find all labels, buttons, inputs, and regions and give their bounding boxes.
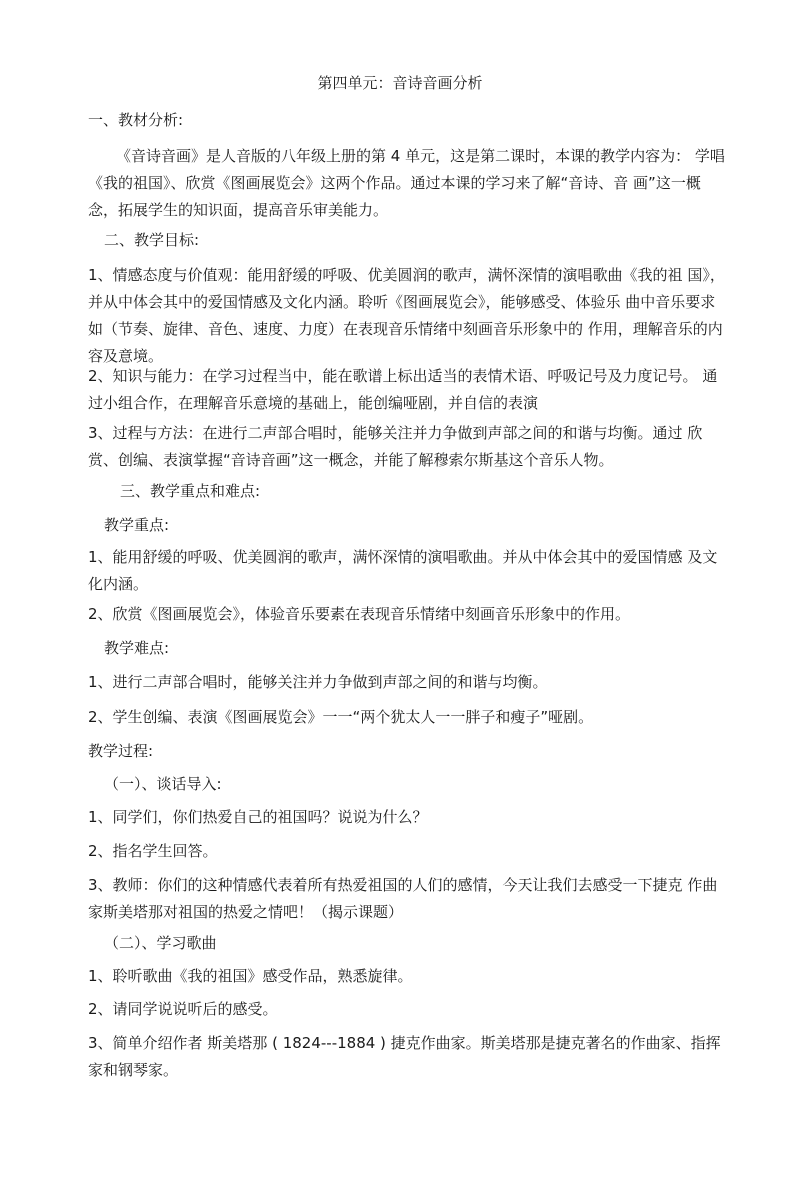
section-1-body: 《音诗音画》是人音版的八年级上册的第 4 单元，这是第二课时，本课的教学内容为： 学唱《我的祖国》、欣赏《图画展览会》这两个作品。通过本课的学习来了解“音诗、音 画”这一概念，拓展学生的知识面，提高音乐审美能力。 xyxy=(88,147,725,219)
process-step-2-heading: （二）、学习歌曲 xyxy=(104,934,217,952)
process-step-2-item-1: 1、聆听歌曲《我的祖国》感受作品，熟悉旋律。 xyxy=(88,967,413,985)
key-point-2: 2、欣赏《图画展览会》，体验音乐要素在表现音乐情绪中刻画音乐形象中的作用。 xyxy=(88,605,631,623)
objective-item-2: 2、知识与能力：在学习过程当中，能在歌谱上标出适当的表情术语、呼吸记号及力度记号。 通过小组合作，在理解音乐意境的基础上，能创编哑剧，并自信的表演 xyxy=(88,367,718,412)
section-1-heading: 一、教材分析: xyxy=(88,111,184,129)
difficulty-1: 1、进行二声部合唱时，能够关注并力争做到声部之间的和谐与均衡。 xyxy=(88,673,548,691)
process-step-1-heading: （一）、谈话导入: xyxy=(104,775,222,793)
difficulty-2: 2、学生创编、表演《图画展览会》一一“两个犹太人一一胖子和瘦子”哑剧。 xyxy=(88,708,594,726)
process-step-2-item-2: 2、请同学说说听后的感受。 xyxy=(88,1000,278,1018)
objective-item-1: 1、情感态度与价值观：能用舒缓的呼吸、优美圆润的歌声，满怀深情的演唱歌曲《我的祖 国》，并从中体会其中的爱国情感及文化内涵。聆听《图画展览会》，能够感受、体验乐 曲中音乐要求如（节奏、旋律、音色、速度、力度）在表现音乐情绪中刻画音乐形象中的 作用，理解音乐的内容及意境。 xyxy=(88,266,725,365)
process-heading: 教学过程: xyxy=(88,742,154,760)
process-step-2-item-3: 3、简单介绍作者 斯美塔那 ( 1824---1884 ) 捷克作曲家。斯美塔那是捷克著名的作曲家、指挥家和钢琴家。 xyxy=(88,1034,721,1079)
difficulty-label: 教学难点: xyxy=(104,639,170,657)
process-step-1-item-3: 3、教师：你们的这种情感代表着所有热爱祖国的人们的感情，今天让我们去感受一下捷克 作曲家斯美塔那对祖国的热爱之情吧！（揭示课题） xyxy=(88,876,718,921)
page-title: 第四单元：音诗音画分析 xyxy=(317,74,483,92)
process-step-1-item-1: 1、同学们，你们热爱自己的祖国吗？说说为什么？ xyxy=(88,808,428,826)
key-points-label: 教学重点: xyxy=(104,516,170,534)
objective-item-3: 3、过程与方法：在进行二声部合唱时，能够关注并力争做到声部之间的和谐与均衡。通过 欣赏、创编、表演掌握“音诗音画”这一概念，并能了解穆索尔斯基这个音乐人物。 xyxy=(88,424,703,469)
key-point-1: 1、能用舒缓的呼吸、优美圆润的歌声，满怀深情的演唱歌曲。并从中体会其中的爱国情感 及文化内涵。 xyxy=(88,548,718,593)
section-3-heading: 三、教学重点和难点: xyxy=(120,482,261,500)
process-step-1-item-2: 2、指名学生回答。 xyxy=(88,842,218,860)
section-2-heading: 二、教学目标: xyxy=(104,231,200,249)
